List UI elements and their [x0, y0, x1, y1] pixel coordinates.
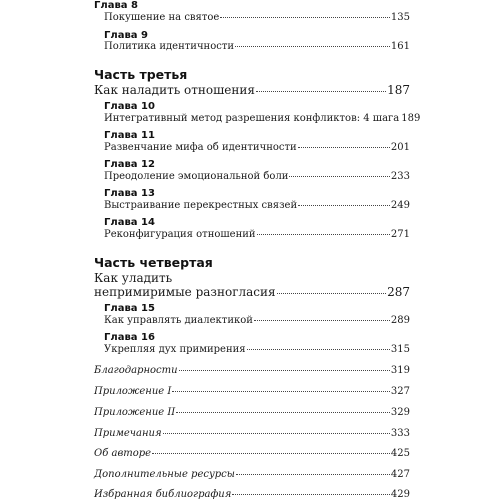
dot-leader	[256, 90, 386, 92]
entry-title: Политика идентичности	[104, 41, 235, 52]
part-title-line: Как уладить	[94, 271, 173, 285]
toc-entry[interactable]	[104, 142, 410, 154]
toc-entry-backmatter[interactable]	[94, 386, 410, 398]
toc-entry[interactable]	[104, 344, 410, 356]
page-number: 319	[390, 365, 410, 376]
dot-leader	[257, 233, 390, 235]
toc-entry[interactable]	[104, 113, 421, 125]
dot-leader	[235, 45, 390, 47]
toc-entry-backmatter[interactable]	[94, 428, 410, 440]
dot-leader	[152, 452, 390, 454]
page-number: 315	[390, 344, 410, 355]
page-number: 189	[401, 113, 421, 124]
page-number: 271	[390, 229, 410, 240]
entry-title: Дополнительные ресурсы	[94, 469, 235, 480]
chapter-label: Глава 8	[94, 0, 138, 11]
toc-entry[interactable]	[104, 171, 410, 183]
page-number: 427	[390, 469, 410, 480]
part-title: Как наладить отношения	[94, 83, 255, 97]
page-number: 289	[390, 315, 410, 326]
entry-title: Развенчание мифа об идентичности	[104, 142, 297, 153]
part-title-entry[interactable]	[94, 83, 410, 97]
dot-leader	[247, 348, 390, 350]
dot-leader	[179, 369, 390, 371]
entry-title: Укрепляя дух примирения	[104, 344, 246, 355]
part-heading: Часть четвертая	[94, 255, 213, 270]
part-title-entry[interactable]	[94, 285, 410, 299]
page-number: 135	[390, 12, 410, 23]
toc-entry[interactable]	[104, 315, 410, 327]
chapter-label: Глава 11	[104, 130, 155, 141]
entry-title: Приложение I	[94, 386, 172, 397]
chapter-label: Глава 10	[104, 101, 155, 112]
page-number: 161	[390, 41, 410, 52]
dot-leader	[163, 432, 390, 434]
toc-entry-backmatter[interactable]	[94, 365, 410, 377]
chapter-label: Глава 14	[104, 217, 155, 228]
entry-title: Интегративный метод разрешения конфликтов: 4 шага	[104, 113, 400, 124]
entry-title: Как управлять диалектикой	[104, 315, 253, 326]
page-number: 333	[390, 428, 410, 439]
page-number: 187	[387, 83, 410, 97]
entry-title: Реконфигурация отношений	[104, 229, 256, 240]
page-number: 201	[390, 142, 410, 153]
chapter-label: Глава 13	[104, 188, 155, 199]
dot-leader	[220, 16, 390, 18]
entry-title: Благодарности	[94, 365, 178, 376]
page-number: 233	[390, 171, 410, 182]
dot-leader	[298, 204, 390, 206]
part-title: непримиримые разногласия	[94, 285, 276, 299]
dot-leader	[298, 146, 390, 148]
dot-leader	[172, 390, 390, 392]
entry-title: Покушение на святое	[104, 12, 220, 23]
toc-entry[interactable]	[104, 41, 410, 53]
toc-entry[interactable]	[104, 229, 410, 241]
toc-entry-backmatter[interactable]	[94, 407, 410, 419]
dot-leader	[254, 319, 390, 321]
dot-leader	[236, 473, 390, 475]
page-number: 429	[390, 489, 410, 500]
toc-entry-backmatter[interactable]	[94, 469, 410, 481]
toc-entry[interactable]	[104, 200, 410, 212]
entry-title: Приложение II	[94, 407, 176, 418]
chapter-label: Глава 16	[104, 332, 155, 343]
chapter-label: Глава 12	[104, 159, 155, 170]
dot-leader	[289, 175, 389, 177]
chapter-label: Глава 9	[104, 30, 148, 41]
entry-title: Выстраивание перекрестных связей	[104, 200, 298, 211]
toc-entry-backmatter[interactable]	[94, 489, 410, 501]
page-number: 329	[390, 407, 410, 418]
page-number: 425	[390, 448, 410, 459]
toc-entry-backmatter[interactable]	[94, 448, 410, 460]
dot-leader	[277, 292, 387, 294]
page-number: 327	[390, 386, 410, 397]
dot-leader	[176, 411, 390, 413]
entry-title: Об авторе	[94, 448, 152, 459]
part-heading: Часть третья	[94, 67, 188, 82]
page-number: 249	[390, 200, 410, 211]
dot-leader	[232, 493, 390, 495]
entry-title: Избранная библиография	[94, 489, 232, 500]
chapter-label: Глава 15	[104, 303, 155, 314]
toc-entry[interactable]	[104, 12, 410, 24]
entry-title: Преодоление эмоциональной боли	[104, 171, 289, 182]
page-number: 287	[387, 285, 410, 299]
entry-title: Примечания	[94, 428, 162, 439]
